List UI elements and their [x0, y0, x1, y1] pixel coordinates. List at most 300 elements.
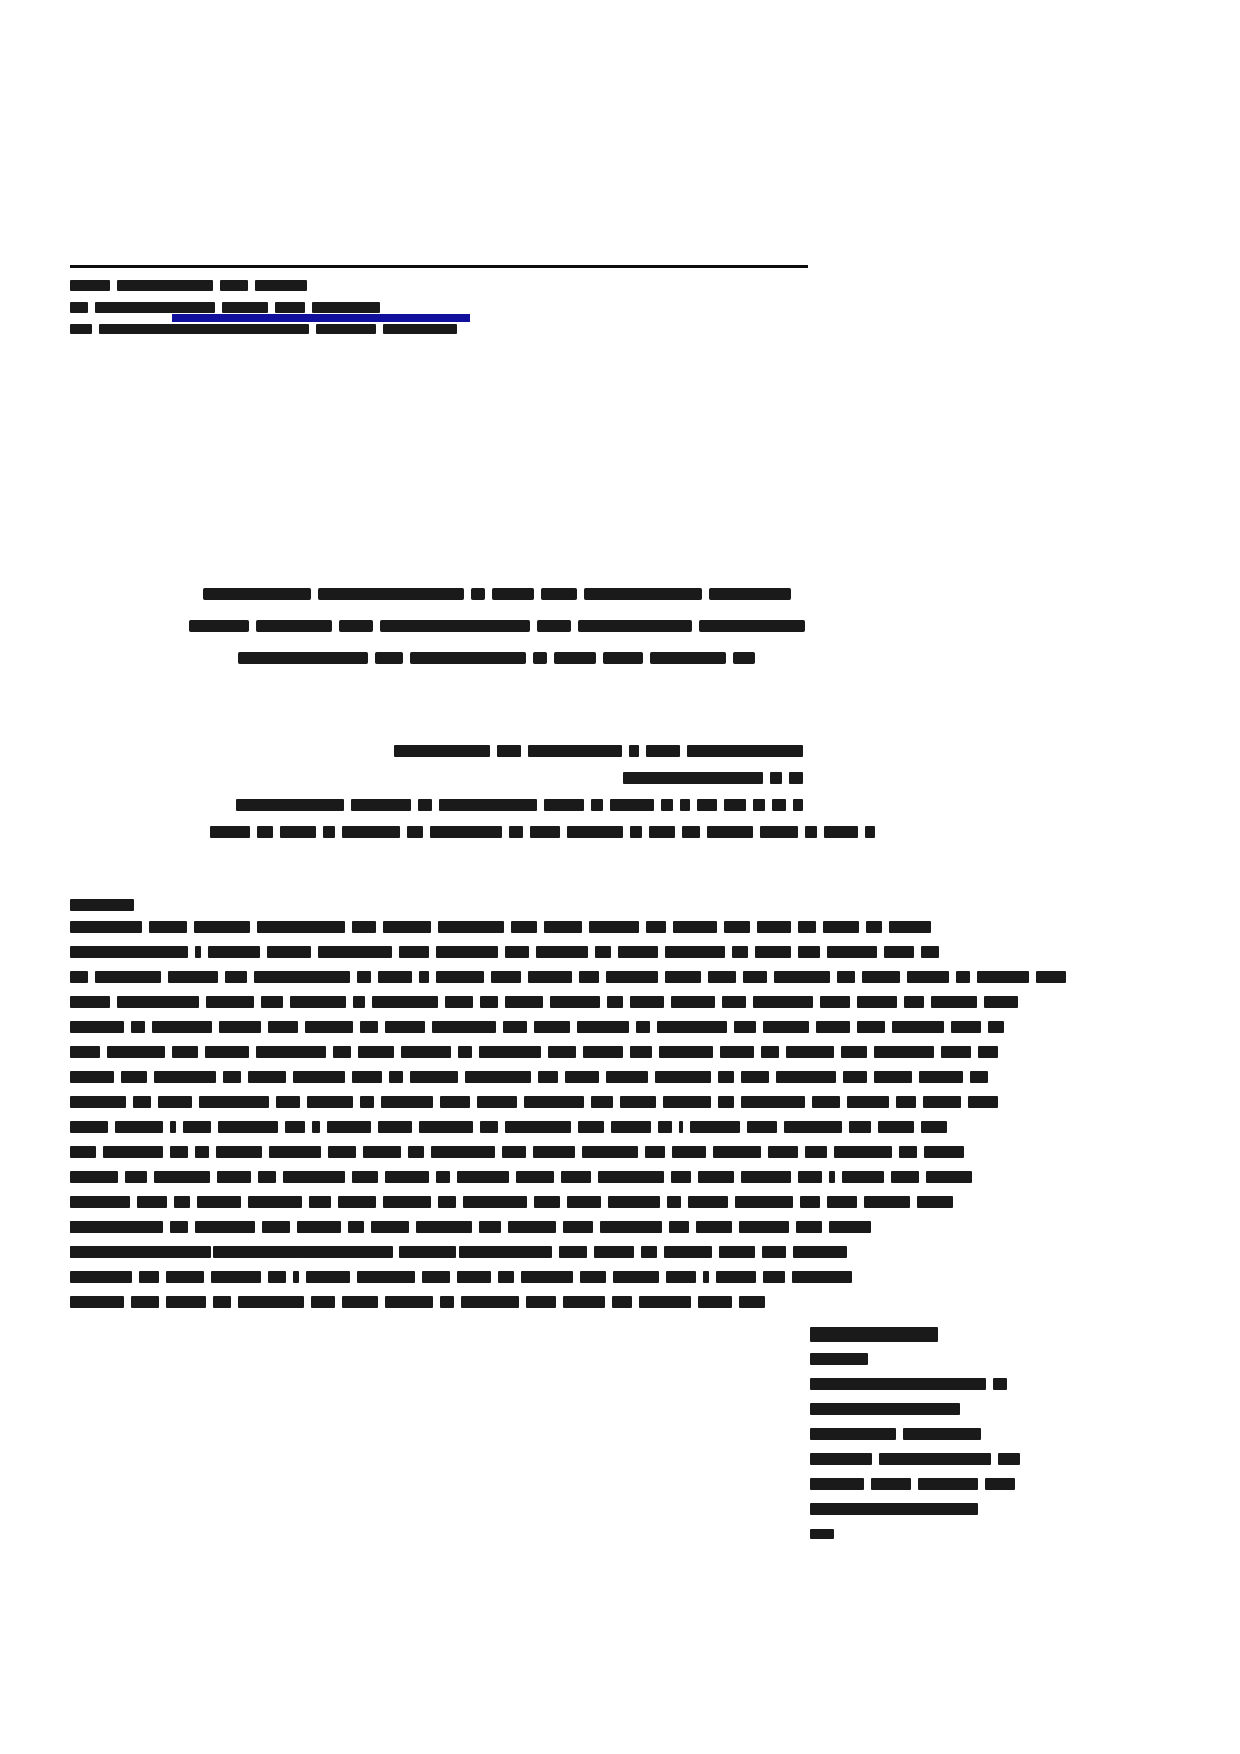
redacted-text-bar	[117, 280, 213, 291]
redacted-text-line	[70, 1243, 570, 1261]
redacted-text-bar	[199, 1096, 269, 1108]
redacted-text-line	[70, 1043, 810, 1061]
redacted-text-bar	[554, 652, 596, 664]
redacted-text-bar	[984, 996, 1018, 1008]
redacted-text-bar	[410, 1071, 458, 1083]
redacted-text-bar	[671, 996, 715, 1008]
redacted-text-bar	[595, 946, 611, 958]
redacted-text-bar	[567, 1196, 601, 1208]
redacted-text-bar	[440, 1096, 470, 1108]
redacted-text-bar	[713, 1146, 761, 1158]
redacted-text-bar	[810, 1503, 978, 1515]
redacted-text-bar	[381, 1096, 433, 1108]
redacted-text-bar	[240, 1246, 252, 1258]
redacted-text-line	[70, 1018, 810, 1036]
redacted-text-bar	[829, 1171, 835, 1183]
redacted-text-bar	[565, 1071, 599, 1083]
redacted-text-bar	[594, 1246, 634, 1258]
redacted-text-bar	[293, 1071, 345, 1083]
redacted-text-bar	[798, 1171, 822, 1183]
redacted-text-bar	[342, 1296, 378, 1308]
redacted-text-bar	[834, 1146, 892, 1158]
redacted-text-bar	[921, 1121, 947, 1133]
redacted-text-bar	[630, 826, 642, 838]
redacted-text-bar	[761, 1046, 779, 1058]
redacted-text-bar	[671, 1171, 691, 1183]
redacted-text-bar	[874, 1071, 912, 1083]
redacted-text-line	[810, 1425, 1025, 1443]
redacted-text-bar	[665, 946, 725, 958]
redacted-text-line	[810, 1450, 1025, 1468]
redacted-text-bar	[497, 745, 521, 757]
redacted-text-bar	[70, 1121, 108, 1133]
redacted-text-bar	[666, 1271, 696, 1283]
redacted-text-bar	[290, 996, 346, 1008]
redacted-text-bar	[613, 1271, 659, 1283]
redacted-text-bar	[422, 1271, 450, 1283]
redacted-text-bar	[318, 946, 392, 958]
redacted-text-bar	[904, 996, 924, 1008]
redacted-text-bar	[658, 1121, 672, 1133]
redacted-text-bar	[492, 588, 534, 600]
redacted-text-bar	[269, 1146, 321, 1158]
redacted-text-bar	[195, 1146, 209, 1158]
redacted-text-line	[70, 918, 810, 936]
redacted-text-bar	[789, 772, 803, 784]
redacted-text-bar	[280, 826, 316, 838]
redacted-text-bar	[378, 971, 412, 983]
redacted-text-line	[70, 1093, 810, 1111]
redacted-text-bar	[431, 1146, 495, 1158]
redacted-text-bar	[755, 946, 791, 958]
redacted-text-bar	[550, 996, 600, 1008]
redacted-text-line	[70, 1118, 810, 1136]
redacted-text-bar	[722, 996, 746, 1008]
redacted-text-bar	[985, 1478, 1015, 1490]
redacted-text-bar	[707, 826, 753, 838]
redacted-text-bar	[793, 799, 803, 811]
redacted-text-bar	[871, 1478, 911, 1490]
redacted-text-bar	[293, 1271, 299, 1283]
redacted-text-bar	[743, 971, 767, 983]
redacted-text-bar	[741, 1096, 805, 1108]
redacted-text-bar	[311, 1296, 335, 1308]
redacted-text-bar	[117, 996, 199, 1008]
redacted-text-bar	[254, 971, 350, 983]
redacted-text-bar	[921, 946, 939, 958]
redacted-text-bar	[977, 971, 1029, 983]
redacted-text-bar	[548, 1046, 576, 1058]
redacted-text-bar	[407, 826, 423, 838]
redacted-text-bar	[170, 1221, 188, 1233]
redacted-text-bar	[461, 1296, 519, 1308]
redacted-text-bar	[541, 588, 577, 600]
redacted-text-bar	[360, 1021, 378, 1033]
redacted-text-bar	[285, 1121, 305, 1133]
redacted-text-bar	[318, 588, 464, 600]
redacted-text-bar	[762, 1246, 786, 1258]
redacted-text-bar	[339, 620, 373, 632]
redacted-text-bar	[931, 996, 977, 1008]
redacted-text-bar	[357, 971, 371, 983]
redacted-text-line	[70, 993, 810, 1011]
redacted-text-line	[210, 769, 810, 787]
redacted-text-bar	[152, 1021, 212, 1033]
redacted-text-bar	[363, 1146, 401, 1158]
redacted-text-bar	[896, 1096, 916, 1108]
redacted-text-bar	[544, 921, 582, 933]
redacted-text-bar	[194, 921, 250, 933]
redacted-text-bar	[321, 1246, 375, 1258]
redacted-text-bar	[874, 1046, 934, 1058]
redacted-text-bar	[620, 1096, 656, 1108]
redacted-text-bar	[663, 1096, 711, 1108]
redacted-text-bar	[511, 921, 537, 933]
redacted-text-bar	[480, 1121, 498, 1133]
redacted-text-bar	[537, 620, 571, 632]
redacted-text-line	[70, 1068, 810, 1086]
redacted-text-bar	[463, 1246, 509, 1258]
redacted-text-bar	[217, 1171, 251, 1183]
redacted-text-bar	[131, 1296, 159, 1308]
redacted-text-bar	[342, 826, 400, 838]
redacted-text-bar	[258, 1171, 276, 1183]
redacted-text-bar	[275, 302, 305, 313]
redacted-text-bar	[328, 1146, 356, 1158]
redacted-text-bar	[735, 1196, 793, 1208]
redacted-text-bar	[358, 1046, 394, 1058]
redacted-text-bar	[457, 1271, 491, 1283]
redacted-text-line	[70, 943, 810, 961]
redacted-text-bar	[372, 996, 438, 1008]
redacted-text-bar	[739, 1221, 789, 1233]
redacted-text-bar	[857, 996, 897, 1008]
redacted-text-bar	[256, 620, 332, 632]
redacted-text-bar	[810, 1403, 960, 1415]
redacted-text-bar	[154, 1071, 216, 1083]
redacted-text-bar	[383, 921, 431, 933]
redacted-text-bar	[498, 1271, 514, 1283]
redacted-text-bar	[236, 799, 344, 811]
redacted-text-bar	[206, 996, 254, 1008]
redacted-text-bar	[300, 1246, 314, 1258]
redacted-text-line	[70, 1268, 810, 1286]
redacted-text-bar	[577, 1021, 629, 1033]
redacted-text-bar	[810, 1378, 986, 1390]
redacted-text-bar	[133, 1096, 151, 1108]
redacted-text-line	[70, 896, 141, 914]
redacted-text-bar	[606, 1071, 648, 1083]
footer-note-block	[810, 1325, 1025, 1550]
redacted-text-bar	[708, 971, 736, 983]
redacted-text-bar	[436, 1171, 450, 1183]
redacted-text-bar	[248, 1071, 286, 1083]
redacted-text-bar	[903, 1428, 981, 1440]
redacted-text-bar	[951, 1021, 981, 1033]
redacted-text-bar	[774, 971, 830, 983]
redacted-text-bar	[70, 280, 110, 291]
redacted-text-bar	[892, 1021, 944, 1033]
redacted-text-bar	[842, 1171, 884, 1183]
redacted-text-bar	[257, 826, 273, 838]
redacted-text-bar	[697, 799, 717, 811]
redacted-text-bar	[383, 1196, 431, 1208]
redacted-text-bar	[121, 1071, 147, 1083]
redacted-text-bar	[657, 1021, 727, 1033]
redacted-text-bar	[816, 1021, 850, 1033]
redacted-text-bar	[312, 1121, 320, 1133]
redacted-text-bar	[741, 1071, 769, 1083]
redacted-text-bar	[166, 1271, 204, 1283]
redacted-text-bar	[445, 996, 473, 1008]
redacted-text-bar	[843, 1071, 867, 1083]
redacted-text-bar	[505, 946, 529, 958]
redacted-text-bar	[99, 324, 309, 334]
redacted-text-bar	[348, 1221, 364, 1233]
redacted-text-line	[210, 742, 810, 760]
redacted-text-bar	[528, 971, 572, 983]
redacted-text-bar	[225, 971, 247, 983]
redacted-text-bar	[418, 799, 432, 811]
authors-and-affiliations	[210, 742, 810, 850]
redacted-text-bar	[792, 1271, 852, 1283]
redacted-text-line	[180, 585, 820, 603]
journal-url-link[interactable]	[172, 314, 470, 322]
redacted-text-bar	[776, 1071, 836, 1083]
redacted-text-bar	[216, 1146, 262, 1158]
redacted-text-bar	[70, 946, 188, 958]
redacted-text-bar	[312, 302, 380, 313]
redacted-text-bar	[665, 971, 701, 983]
redacted-text-bar	[505, 996, 543, 1008]
redacted-text-bar	[988, 1021, 1004, 1033]
redacted-text-bar	[800, 1196, 820, 1208]
redacted-text-bar	[255, 280, 307, 291]
redacted-text-bar	[208, 946, 260, 958]
redacted-text-bar	[805, 826, 817, 838]
redacted-text-bar	[784, 1121, 842, 1133]
redacted-text-bar	[70, 1071, 114, 1083]
redacted-text-bar	[434, 1246, 456, 1258]
redacted-text-bar	[805, 1146, 827, 1158]
redacted-text-bar	[70, 921, 142, 933]
redacted-text-bar	[371, 1221, 409, 1233]
redacted-text-bar	[534, 1021, 570, 1033]
redacted-text-bar	[682, 826, 700, 838]
redacted-text-bar	[170, 1121, 176, 1133]
redacted-text-bar	[385, 1296, 433, 1308]
redacted-text-bar	[479, 1046, 541, 1058]
redacted-text-bar	[612, 1296, 632, 1308]
redacted-text-bar	[667, 1196, 681, 1208]
redacted-text-bar	[399, 1246, 427, 1258]
abstract-heading	[70, 896, 141, 914]
redacted-text-bar	[591, 1096, 613, 1108]
redacted-text-bar	[183, 1121, 211, 1133]
redacted-text-bar	[889, 921, 931, 933]
redacted-text-line	[810, 1350, 1025, 1368]
redacted-text-bar	[567, 826, 623, 838]
redacted-text-bar	[268, 1271, 286, 1283]
redacted-text-bar	[690, 1121, 740, 1133]
redacted-text-bar	[70, 1096, 126, 1108]
redacted-text-bar	[823, 921, 859, 933]
redacted-text-bar	[533, 652, 547, 664]
redacted-text-bar	[432, 1021, 496, 1033]
redacted-text-bar	[561, 1171, 591, 1183]
redacted-text-bar	[578, 1121, 604, 1133]
redacted-text-bar	[261, 996, 283, 1008]
redacted-text-bar	[438, 1196, 456, 1208]
keywords-heading	[70, 1218, 155, 1236]
redacted-text-bar	[918, 1478, 978, 1490]
redacted-text-bar	[879, 1453, 991, 1465]
redacted-text-bar	[1036, 971, 1066, 983]
redacted-text-bar	[630, 1046, 652, 1058]
redacted-text-bar	[378, 1121, 412, 1133]
redacted-text-bar	[197, 1196, 241, 1208]
redacted-text-bar	[382, 1246, 392, 1258]
redacted-text-bar	[724, 921, 750, 933]
redacted-text-bar	[810, 1327, 938, 1342]
redacted-text-bar	[899, 1146, 917, 1158]
redacted-text-bar	[439, 799, 537, 811]
redacted-text-bar	[584, 588, 702, 600]
redacted-text-bar	[70, 1196, 130, 1208]
redacted-text-bar	[210, 826, 250, 838]
redacted-text-bar	[323, 826, 335, 838]
redacted-text-bar	[645, 1146, 665, 1158]
redacted-text-bar	[327, 1121, 371, 1133]
keywords-list	[70, 1243, 570, 1261]
redacted-text-bar	[149, 921, 187, 933]
redacted-text-bar	[641, 1246, 657, 1258]
redacted-text-line	[70, 320, 830, 338]
redacted-text-bar	[786, 1046, 834, 1058]
redacted-text-line	[210, 823, 810, 841]
redacted-text-bar	[646, 921, 666, 933]
paper-title	[180, 585, 820, 681]
redacted-text-bar	[650, 652, 726, 664]
redacted-text-bar	[509, 826, 523, 838]
redacted-text-bar	[533, 1146, 575, 1158]
redacted-text-bar	[219, 1021, 261, 1033]
redacted-text-bar	[503, 1021, 527, 1033]
redacted-text-bar	[535, 1246, 541, 1258]
redacted-text-bar	[732, 946, 748, 958]
redacted-text-bar	[720, 1046, 754, 1058]
redacted-text-bar	[600, 1221, 662, 1233]
redacted-text-bar	[380, 620, 530, 632]
redacted-text-bar	[352, 1071, 382, 1083]
redacted-text-bar	[798, 921, 816, 933]
redacted-text-bar	[70, 1021, 124, 1033]
redacted-text-bar	[248, 1196, 302, 1208]
redacted-text-bar	[257, 921, 345, 933]
redacted-text-bar	[699, 620, 805, 632]
redacted-text-bar	[810, 1453, 872, 1465]
redacted-text-line	[70, 1293, 810, 1311]
redacted-text-line	[810, 1325, 1025, 1343]
redacted-text-bar	[664, 1246, 712, 1258]
redacted-text-bar	[772, 799, 786, 811]
redacted-text-bar	[174, 1196, 190, 1208]
redacted-text-bar	[810, 1428, 896, 1440]
redacted-text-bar	[583, 1046, 623, 1058]
redacted-text-bar	[70, 1146, 96, 1158]
redacted-text-bar	[688, 1196, 728, 1208]
redacted-text-bar	[457, 1171, 509, 1183]
redacted-text-bar	[351, 799, 411, 811]
redacted-text-bar	[757, 921, 791, 933]
redacted-text-bar	[360, 1096, 374, 1108]
redacted-text-bar	[352, 921, 376, 933]
redacted-text-bar	[607, 996, 623, 1008]
redacted-text-line	[70, 1193, 810, 1211]
redacted-text-line	[810, 1375, 1025, 1393]
redacted-text-bar	[669, 1221, 689, 1233]
redacted-text-bar	[139, 1271, 159, 1283]
header-divider-rule	[70, 265, 808, 268]
redacted-text-bar	[917, 1196, 953, 1208]
redacted-text-bar	[673, 921, 717, 933]
redacted-text-bar	[256, 1046, 326, 1058]
redacted-text-bar	[528, 745, 622, 757]
redacted-text-bar	[672, 1146, 706, 1158]
redacted-text-bar	[480, 996, 498, 1008]
redacted-text-bar	[866, 921, 882, 933]
redacted-text-bar	[70, 302, 88, 313]
redacted-text-bar	[223, 1071, 241, 1083]
redacted-text-bar	[646, 745, 680, 757]
redacted-text-bar	[70, 971, 88, 983]
redacted-text-bar	[763, 1021, 809, 1033]
redacted-text-bar	[408, 1146, 424, 1158]
redacted-text-bar	[770, 772, 782, 784]
redacted-text-bar	[598, 1171, 664, 1183]
redacted-text-bar	[375, 652, 403, 664]
redacted-text-bar	[857, 1021, 885, 1033]
redacted-text-bar	[262, 1221, 290, 1233]
redacted-text-bar	[998, 1453, 1020, 1465]
redacted-text-bar	[611, 1121, 651, 1133]
redacted-text-bar	[189, 620, 249, 632]
redacted-text-line	[180, 617, 820, 635]
redacted-text-bar	[259, 1246, 293, 1258]
redacted-text-bar	[502, 1146, 526, 1158]
redacted-text-bar	[703, 1271, 709, 1283]
redacted-text-bar	[168, 971, 218, 983]
redacted-text-line	[70, 276, 830, 294]
redacted-text-bar	[95, 302, 215, 313]
redacted-text-bar	[338, 1196, 376, 1208]
redacted-text-bar	[655, 1071, 711, 1083]
redacted-text-bar	[578, 620, 692, 632]
redacted-text-bar	[534, 1196, 560, 1208]
redacted-text-bar	[978, 1046, 998, 1058]
redacted-text-bar	[538, 1071, 558, 1083]
redacted-text-bar	[563, 1296, 605, 1308]
redacted-text-bar	[747, 1121, 777, 1133]
redacted-text-bar	[639, 1296, 691, 1308]
redacted-text-bar	[103, 1146, 163, 1158]
redacted-text-bar	[698, 1296, 732, 1308]
redacted-text-bar	[307, 1096, 353, 1108]
redacted-text-bar	[926, 1171, 972, 1183]
redacted-text-bar	[70, 1221, 148, 1233]
redacted-text-bar	[924, 1146, 964, 1158]
redacted-text-bar	[195, 946, 201, 958]
